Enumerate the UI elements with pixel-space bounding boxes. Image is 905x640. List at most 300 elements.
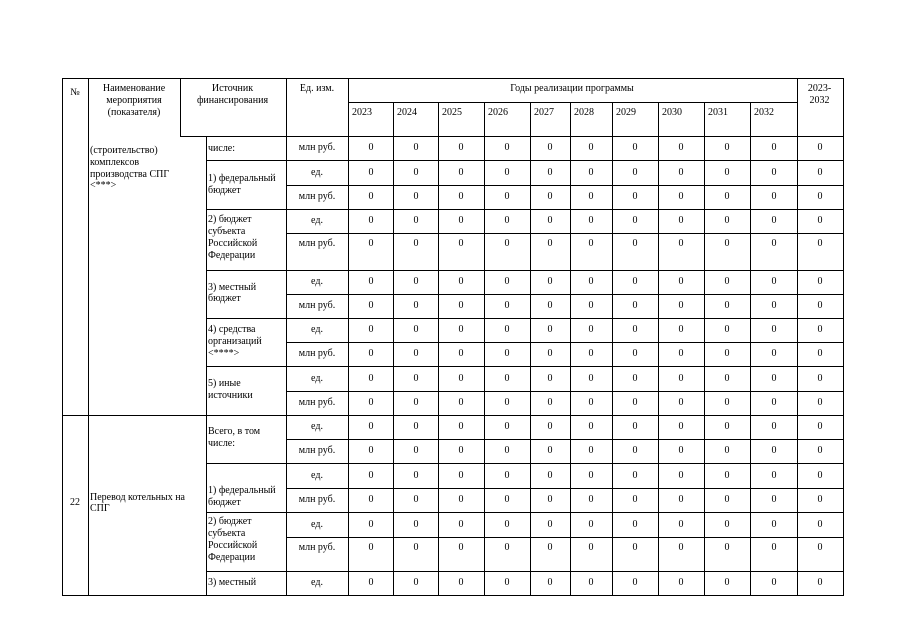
value-cell: 0 <box>547 324 553 335</box>
value-cell: 0 <box>458 142 464 153</box>
value-cell: 0 <box>547 494 553 505</box>
value-cell: 0 <box>724 542 730 553</box>
col-header-source: Источник <box>211 83 254 94</box>
value-cell: 0 <box>678 191 684 202</box>
value-cell: 0 <box>547 470 553 481</box>
value-cell: 0 <box>771 238 777 249</box>
value-cell: 0 <box>724 373 730 384</box>
value-cell: 0 <box>678 238 684 249</box>
value-cell: 0 <box>368 167 374 178</box>
value-cell: 0 <box>504 276 510 287</box>
value-cell: 0 <box>458 238 464 249</box>
value-cell: 0 <box>368 324 374 335</box>
year-header: 2029 <box>616 107 636 118</box>
grid-line <box>704 102 705 596</box>
value-cell: 0 <box>413 215 419 226</box>
value-cell: 0 <box>504 238 510 249</box>
value-cell: 0 <box>678 494 684 505</box>
grid-line <box>286 78 287 596</box>
value-cell: 0 <box>458 348 464 359</box>
value-cell: 0 <box>632 167 638 178</box>
grid-line <box>750 102 751 596</box>
value-cell: 0 <box>632 276 638 287</box>
value-cell: 0 <box>678 215 684 226</box>
grid-line <box>206 512 844 513</box>
value-cell: 0 <box>817 324 823 335</box>
value-cell: 0 <box>817 276 823 287</box>
source-label: Всего, в том <box>208 426 261 437</box>
value-cell: 0 <box>413 542 419 553</box>
grid-line <box>286 233 844 234</box>
value-cell: 0 <box>724 300 730 311</box>
grid-line <box>530 102 531 596</box>
source-label: субъекта <box>208 226 246 237</box>
value-cell: 0 <box>817 542 823 553</box>
value-cell: 0 <box>588 276 594 287</box>
unit-cell: млн руб. <box>298 238 336 249</box>
value-cell: 0 <box>632 348 638 359</box>
value-cell: 0 <box>458 445 464 456</box>
col-header-years: Годы реализации программы <box>510 83 634 94</box>
grid-line <box>286 391 844 392</box>
value-cell: 0 <box>632 445 638 456</box>
value-cell: 0 <box>724 142 730 153</box>
value-cell: 0 <box>632 373 638 384</box>
grid-line <box>180 78 181 137</box>
value-cell: 0 <box>413 494 419 505</box>
value-cell: 0 <box>771 167 777 178</box>
value-cell: 0 <box>413 142 419 153</box>
value-cell: 0 <box>771 142 777 153</box>
grid-line <box>286 294 844 295</box>
value-cell: 0 <box>632 324 638 335</box>
value-cell: 0 <box>632 519 638 530</box>
value-cell: 0 <box>413 445 419 456</box>
source-label: 1) федеральный <box>208 485 276 496</box>
value-cell: 0 <box>413 191 419 202</box>
activity-name-line: СПГ <box>90 503 110 514</box>
value-cell: 0 <box>724 215 730 226</box>
value-cell: 0 <box>817 191 823 202</box>
value-cell: 0 <box>413 397 419 408</box>
value-cell: 0 <box>724 167 730 178</box>
value-cell: 0 <box>817 397 823 408</box>
year-header: 2025 <box>442 107 462 118</box>
value-cell: 0 <box>368 445 374 456</box>
value-cell: 0 <box>678 300 684 311</box>
source-label: 2) бюджет <box>208 516 252 527</box>
value-cell: 0 <box>724 445 730 456</box>
value-cell: 0 <box>724 519 730 530</box>
value-cell: 0 <box>458 300 464 311</box>
value-cell: 0 <box>458 494 464 505</box>
value-cell: 0 <box>771 519 777 530</box>
value-cell: 0 <box>771 215 777 226</box>
value-cell: 0 <box>368 519 374 530</box>
value-cell: 0 <box>504 542 510 553</box>
value-cell: 0 <box>632 494 638 505</box>
unit-cell: ед. <box>311 373 323 384</box>
value-cell: 0 <box>678 397 684 408</box>
grid-line <box>206 160 844 161</box>
year-header: 2031 <box>708 107 728 118</box>
col-header-unit: Ед. изм. <box>299 83 335 94</box>
value-cell: 0 <box>458 542 464 553</box>
value-cell: 0 <box>368 373 374 384</box>
value-cell: 0 <box>547 167 553 178</box>
source-label: <****> <box>208 348 240 359</box>
value-cell: 0 <box>368 215 374 226</box>
value-cell: 0 <box>588 324 594 335</box>
source-label: Российской <box>208 540 258 551</box>
value-cell: 0 <box>724 238 730 249</box>
col-header-total: 2023- <box>807 83 832 94</box>
unit-cell: ед. <box>311 470 323 481</box>
value-cell: 0 <box>724 276 730 287</box>
value-cell: 0 <box>504 577 510 588</box>
source-label: 4) средства <box>208 324 256 335</box>
grid-line <box>484 102 485 596</box>
source-label: числе: <box>208 438 236 449</box>
grid-line <box>286 537 844 538</box>
value-cell: 0 <box>588 470 594 481</box>
source-label: числе: <box>208 143 236 154</box>
value-cell: 0 <box>817 421 823 432</box>
year-header: 2026 <box>488 107 508 118</box>
value-cell: 0 <box>368 300 374 311</box>
source-label: субъекта <box>208 528 246 539</box>
unit-cell: млн руб. <box>298 542 336 553</box>
value-cell: 0 <box>458 167 464 178</box>
grid-line <box>62 415 844 416</box>
source-label: 3) местный <box>208 282 257 293</box>
value-cell: 0 <box>724 191 730 202</box>
unit-cell: млн руб. <box>298 397 336 408</box>
value-cell: 0 <box>458 215 464 226</box>
value-cell: 0 <box>588 348 594 359</box>
value-cell: 0 <box>413 519 419 530</box>
unit-cell: ед. <box>311 577 323 588</box>
grid-line <box>206 366 844 367</box>
value-cell: 0 <box>771 300 777 311</box>
value-cell: 0 <box>678 324 684 335</box>
value-cell: 0 <box>817 519 823 530</box>
value-cell: 0 <box>588 421 594 432</box>
value-cell: 0 <box>547 373 553 384</box>
grid-line <box>62 78 63 596</box>
value-cell: 0 <box>413 300 419 311</box>
unit-cell: млн руб. <box>298 300 336 311</box>
value-cell: 0 <box>724 397 730 408</box>
year-header: 2028 <box>574 107 594 118</box>
grid-line <box>348 78 349 596</box>
value-cell: 0 <box>588 300 594 311</box>
value-cell: 0 <box>588 445 594 456</box>
unit-cell: ед. <box>311 215 323 226</box>
value-cell: 0 <box>547 276 553 287</box>
source-label: 1) федеральный <box>208 173 276 184</box>
grid-line <box>658 102 659 596</box>
value-cell: 0 <box>504 397 510 408</box>
value-cell: 0 <box>771 324 777 335</box>
value-cell: 0 <box>588 397 594 408</box>
activity-name-line: производства СПГ <box>90 169 170 180</box>
value-cell: 0 <box>678 373 684 384</box>
value-cell: 0 <box>632 421 638 432</box>
unit-cell: млн руб. <box>298 191 336 202</box>
value-cell: 0 <box>458 397 464 408</box>
value-cell: 0 <box>724 494 730 505</box>
value-cell: 0 <box>817 577 823 588</box>
grid-line <box>286 136 844 137</box>
activity-name-line: (строительство) <box>90 145 158 156</box>
grid-line <box>348 102 798 103</box>
value-cell: 0 <box>368 421 374 432</box>
value-cell: 0 <box>678 470 684 481</box>
year-header: 2032 <box>754 107 774 118</box>
value-cell: 0 <box>678 577 684 588</box>
grid-line <box>286 439 844 440</box>
value-cell: 0 <box>547 519 553 530</box>
value-cell: 0 <box>413 348 419 359</box>
value-cell: 0 <box>368 542 374 553</box>
value-cell: 0 <box>771 348 777 359</box>
value-cell: 0 <box>413 324 419 335</box>
value-cell: 0 <box>724 577 730 588</box>
source-label: организаций <box>208 336 262 347</box>
value-cell: 0 <box>547 577 553 588</box>
value-cell: 0 <box>547 542 553 553</box>
source-label: 5) иные <box>208 378 241 389</box>
value-cell: 0 <box>632 397 638 408</box>
value-cell: 0 <box>413 470 419 481</box>
value-cell: 0 <box>413 577 419 588</box>
value-cell: 0 <box>678 445 684 456</box>
value-cell: 0 <box>588 238 594 249</box>
value-cell: 0 <box>504 300 510 311</box>
value-cell: 0 <box>368 276 374 287</box>
value-cell: 0 <box>547 142 553 153</box>
value-cell: 0 <box>771 577 777 588</box>
value-cell: 0 <box>588 494 594 505</box>
value-cell: 0 <box>458 373 464 384</box>
source-label: Федерации <box>208 250 256 261</box>
value-cell: 0 <box>547 397 553 408</box>
unit-cell: млн руб. <box>298 348 336 359</box>
value-cell: 0 <box>413 373 419 384</box>
grid-line <box>438 102 439 596</box>
value-cell: 0 <box>632 577 638 588</box>
value-cell: 0 <box>458 421 464 432</box>
value-cell: 0 <box>504 215 510 226</box>
value-cell: 0 <box>368 348 374 359</box>
value-cell: 0 <box>458 324 464 335</box>
value-cell: 0 <box>504 191 510 202</box>
value-cell: 0 <box>588 167 594 178</box>
grid-line <box>206 209 844 210</box>
grid-line <box>206 318 844 319</box>
value-cell: 0 <box>817 215 823 226</box>
value-cell: 0 <box>504 445 510 456</box>
year-header: 2027 <box>534 107 554 118</box>
value-cell: 0 <box>547 348 553 359</box>
value-cell: 0 <box>678 519 684 530</box>
value-cell: 0 <box>817 470 823 481</box>
value-cell: 0 <box>771 191 777 202</box>
value-cell: 0 <box>368 238 374 249</box>
value-cell: 0 <box>771 373 777 384</box>
value-cell: 0 <box>547 300 553 311</box>
value-cell: 0 <box>632 238 638 249</box>
value-cell: 0 <box>547 191 553 202</box>
value-cell: 0 <box>771 494 777 505</box>
value-cell: 0 <box>632 542 638 553</box>
activity-name-line: Перевод котельных на <box>90 492 185 503</box>
grid-line <box>286 342 844 343</box>
value-cell: 0 <box>504 519 510 530</box>
value-cell: 0 <box>504 324 510 335</box>
value-cell: 0 <box>413 238 419 249</box>
value-cell: 0 <box>817 348 823 359</box>
value-cell: 0 <box>504 142 510 153</box>
value-cell: 0 <box>771 445 777 456</box>
value-cell: 0 <box>588 577 594 588</box>
source-label: 3) местный <box>208 577 257 588</box>
value-cell: 0 <box>504 348 510 359</box>
value-cell: 0 <box>817 238 823 249</box>
value-cell: 0 <box>368 142 374 153</box>
value-cell: 0 <box>724 324 730 335</box>
unit-cell: млн руб. <box>298 142 336 153</box>
grid-line <box>180 136 287 137</box>
value-cell: 0 <box>547 445 553 456</box>
value-cell: 0 <box>547 215 553 226</box>
col-header-no: № <box>70 87 80 98</box>
value-cell: 0 <box>632 470 638 481</box>
value-cell: 0 <box>817 167 823 178</box>
activity-name-line: <***> <box>90 180 117 191</box>
value-cell: 0 <box>678 542 684 553</box>
unit-cell: ед. <box>311 324 323 335</box>
unit-cell: млн руб. <box>298 445 336 456</box>
col-header-name: Наименование <box>102 83 166 94</box>
value-cell: 0 <box>504 421 510 432</box>
value-cell: 0 <box>632 215 638 226</box>
grid-line <box>206 463 844 464</box>
grid-line <box>206 571 844 572</box>
value-cell: 0 <box>413 276 419 287</box>
source-label: 2) бюджет <box>208 214 252 225</box>
value-cell: 0 <box>547 238 553 249</box>
source-label: Российской <box>208 238 258 249</box>
col-header-name: (показателя) <box>107 107 161 118</box>
value-cell: 0 <box>817 494 823 505</box>
source-label: бюджет <box>208 293 241 304</box>
year-header: 2023 <box>352 107 372 118</box>
value-cell: 0 <box>588 542 594 553</box>
grid-line <box>612 102 613 596</box>
value-cell: 0 <box>588 373 594 384</box>
value-cell: 0 <box>458 577 464 588</box>
grid-line <box>62 595 844 596</box>
unit-cell: ед. <box>311 276 323 287</box>
value-cell: 0 <box>368 470 374 481</box>
value-cell: 0 <box>458 519 464 530</box>
grid-line <box>797 78 798 596</box>
activity-name-line: комплексов <box>90 157 140 168</box>
value-cell: 0 <box>817 445 823 456</box>
unit-cell: ед. <box>311 421 323 432</box>
source-label: бюджет <box>208 185 241 196</box>
col-header-total: 2032 <box>809 95 830 106</box>
value-cell: 0 <box>724 470 730 481</box>
grid-line <box>286 488 844 489</box>
value-cell: 0 <box>632 300 638 311</box>
source-label: Федерации <box>208 552 256 563</box>
value-cell: 0 <box>817 142 823 153</box>
value-cell: 0 <box>771 276 777 287</box>
value-cell: 0 <box>458 276 464 287</box>
value-cell: 0 <box>678 142 684 153</box>
value-cell: 0 <box>771 542 777 553</box>
value-cell: 0 <box>724 348 730 359</box>
value-cell: 0 <box>588 191 594 202</box>
value-cell: 0 <box>678 348 684 359</box>
value-cell: 0 <box>504 470 510 481</box>
activity-number: 22 <box>70 497 80 508</box>
value-cell: 0 <box>504 494 510 505</box>
year-header: 2030 <box>662 107 682 118</box>
value-cell: 0 <box>771 397 777 408</box>
grid-line <box>206 270 844 271</box>
value-cell: 0 <box>368 577 374 588</box>
value-cell: 0 <box>588 519 594 530</box>
value-cell: 0 <box>413 167 419 178</box>
unit-cell: ед. <box>311 167 323 178</box>
value-cell: 0 <box>771 470 777 481</box>
value-cell: 0 <box>588 142 594 153</box>
value-cell: 0 <box>817 373 823 384</box>
source-label: источники <box>208 390 253 401</box>
col-header-name: мероприятия <box>106 95 162 106</box>
value-cell: 0 <box>724 421 730 432</box>
source-label: бюджет <box>208 497 241 508</box>
grid-line <box>570 102 571 596</box>
value-cell: 0 <box>413 421 419 432</box>
unit-cell: млн руб. <box>298 494 336 505</box>
value-cell: 0 <box>368 494 374 505</box>
value-cell: 0 <box>458 191 464 202</box>
value-cell: 0 <box>678 276 684 287</box>
value-cell: 0 <box>632 142 638 153</box>
unit-cell: ед. <box>311 519 323 530</box>
col-header-source: финансирования <box>196 95 269 106</box>
value-cell: 0 <box>368 397 374 408</box>
value-cell: 0 <box>678 167 684 178</box>
value-cell: 0 <box>368 191 374 202</box>
grid-line <box>393 102 394 596</box>
value-cell: 0 <box>632 191 638 202</box>
grid-line <box>843 78 844 596</box>
value-cell: 0 <box>504 167 510 178</box>
grid-line <box>286 185 844 186</box>
value-cell: 0 <box>588 215 594 226</box>
value-cell: 0 <box>547 421 553 432</box>
value-cell: 0 <box>678 421 684 432</box>
value-cell: 0 <box>817 300 823 311</box>
grid-line <box>88 78 89 596</box>
value-cell: 0 <box>458 470 464 481</box>
